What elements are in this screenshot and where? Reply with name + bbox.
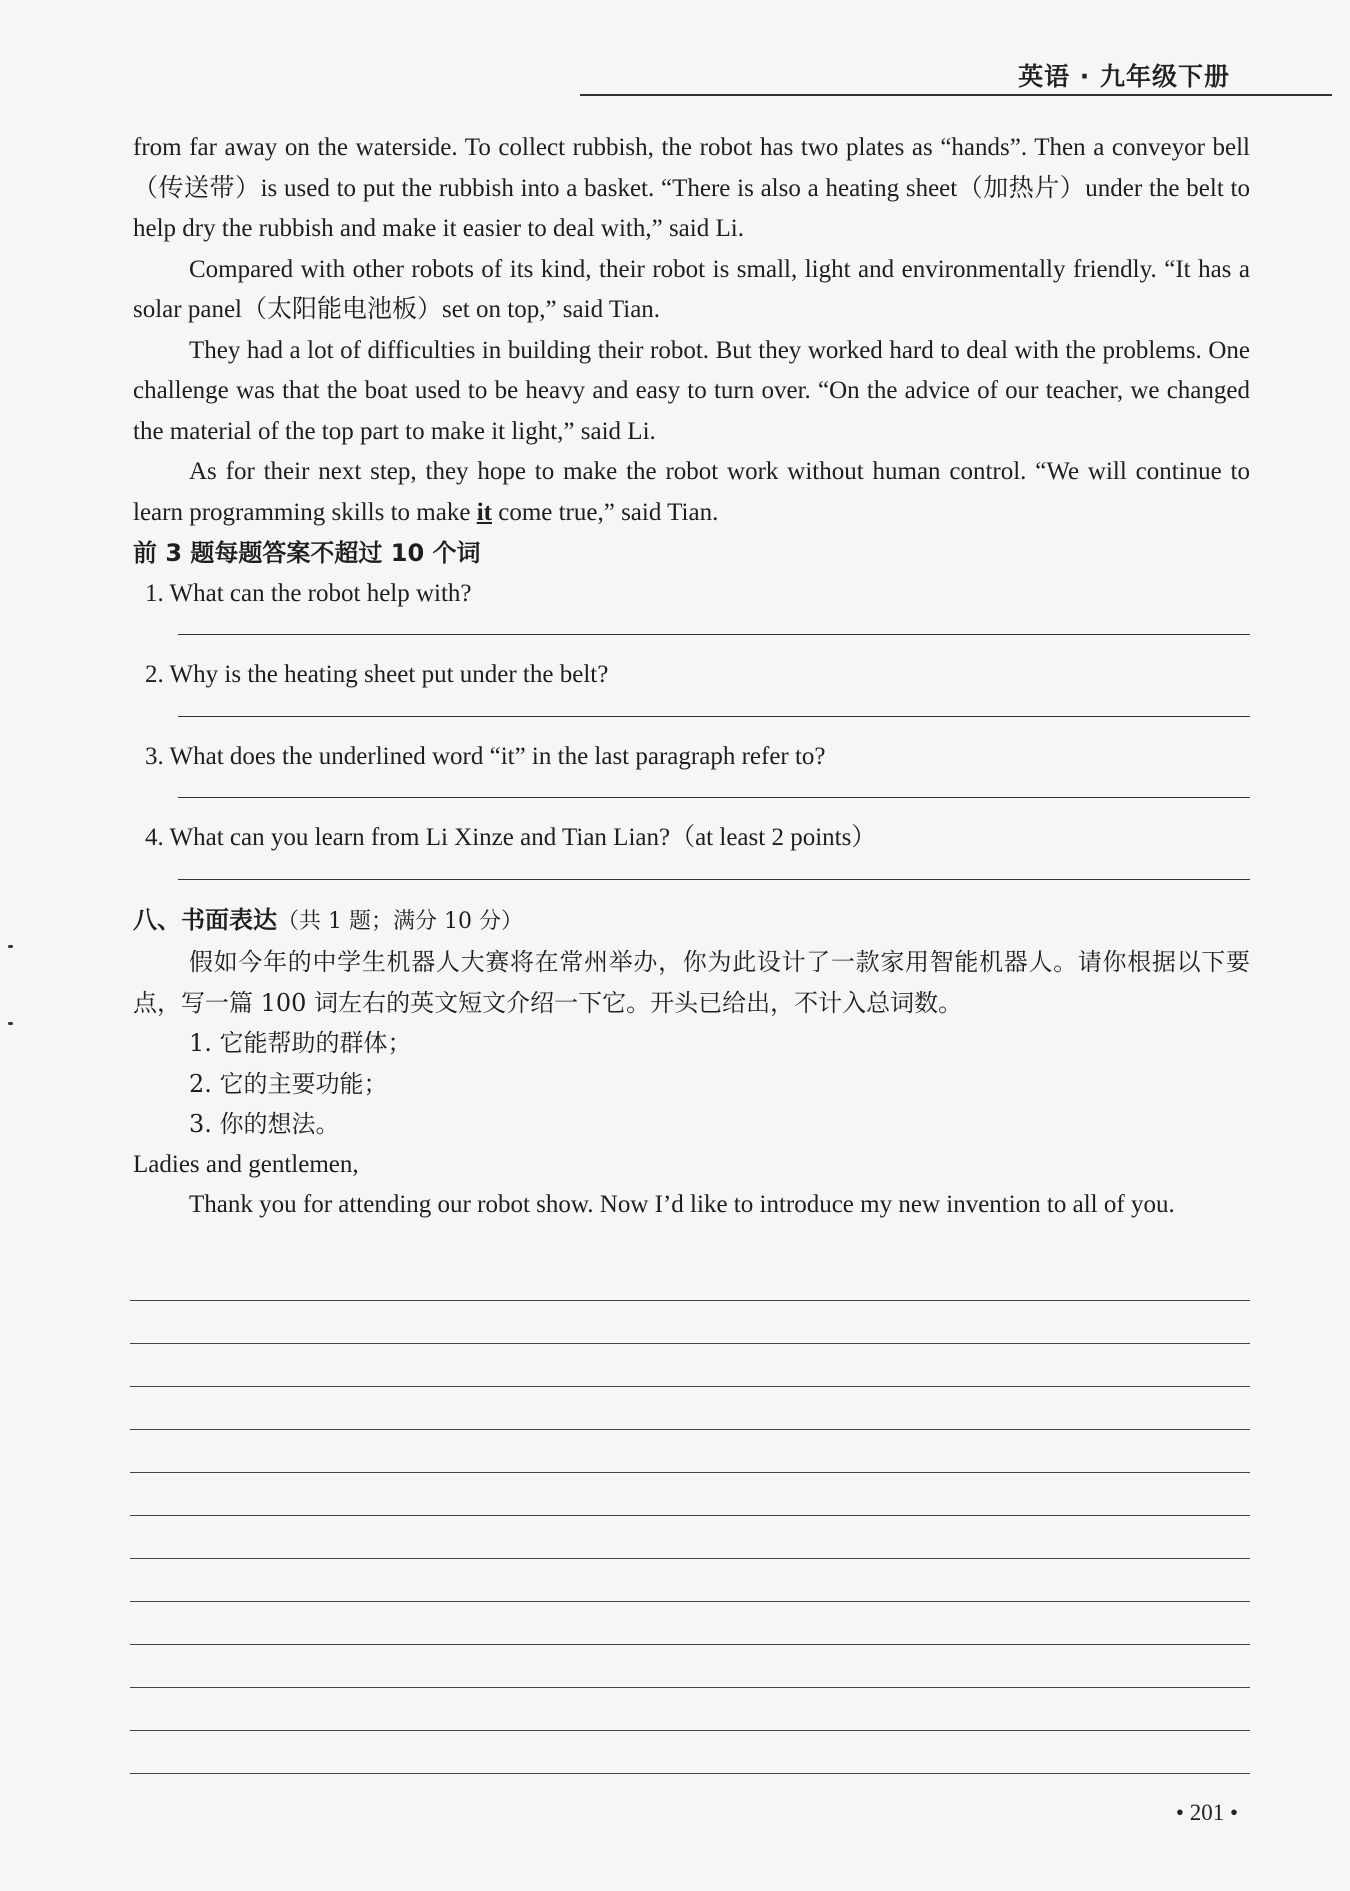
passage-paragraph-2: Compared with other robots of its kind, their robot is small, light and environmentally friendly. “It has a solar panel（太阳能电池板）set on top,” said Tian. bbox=[133, 255, 1250, 323]
passage-paragraph-4-end: come true,” said Tian. bbox=[491, 498, 719, 526]
writing-section-heading bbox=[133, 900, 1250, 943]
questions-instruction: 前 3 题每题答案不超过 10 个词 bbox=[133, 539, 481, 567]
header-rule bbox=[580, 94, 1332, 96]
question-4: 4. What can you learn from Li Xinze and Tian Lian?（at least 2 points） bbox=[145, 824, 877, 851]
writing-opening: Thank you for attending our robot show. Now I’d like to introduce my new invention to all of you. bbox=[189, 1191, 1175, 1218]
passage-paragraph-4 bbox=[133, 452, 1250, 533]
writing-line[interactable] bbox=[130, 1429, 1250, 1430]
writing-line[interactable] bbox=[130, 1730, 1250, 1731]
writing-prompt: 假如今年的中学生机器人大赛将在常州举办，你为此设计了一款家用智能机器人。请你根据以下要点，写一篇 100 词左右的英文短文介绍一下它。开头已给出，不计入总词数。 bbox=[133, 948, 1250, 1017]
header-title: 英语 · 九年级下册 bbox=[1018, 62, 1230, 91]
underlined-word-it: it bbox=[476, 498, 492, 526]
answer-line-1[interactable] bbox=[178, 634, 1250, 635]
writing-line[interactable] bbox=[130, 1300, 1250, 1301]
writing-greeting: Ladies and gentlemen, bbox=[133, 1150, 359, 1178]
page-number: • 201 • bbox=[1175, 1800, 1238, 1825]
question-2: 2. Why is the heating sheet put under the belt? bbox=[145, 661, 609, 688]
writing-area[interactable] bbox=[130, 1300, 1250, 1816]
writing-line[interactable] bbox=[130, 1644, 1250, 1645]
passage-paragraph-1: from far away on the waterside. To collect rubbish, the robot has two plates as “hands”. Then a conveyor bell（传送带）is used to put the rubbish into a basket. “There is also a heating sheet（加热片）under the belt to help dry the rubbish and make it easier to deal with,” said Li. bbox=[133, 134, 1250, 242]
answer-line-2[interactable] bbox=[178, 716, 1250, 717]
writing-line[interactable] bbox=[130, 1343, 1250, 1344]
question-3: 3. What does the underlined word “it” in the last paragraph refer to? bbox=[145, 742, 826, 770]
margin-mark bbox=[8, 1022, 13, 1025]
writing-line[interactable] bbox=[130, 1472, 1250, 1473]
passage-paragraph-3: They had a lot of difficulties in building their robot. But they worked hard to deal with the problems. One challenge was that the boat used to be heavy and easy to turn over. “On the advice of our teacher, we changed the material of the top part to make it light,” said Li. bbox=[133, 336, 1250, 445]
writing-line[interactable] bbox=[130, 1687, 1250, 1688]
margin-mark bbox=[8, 945, 13, 948]
writing-line[interactable] bbox=[130, 1386, 1250, 1387]
writing-line[interactable] bbox=[130, 1558, 1250, 1559]
writing-point-3: 3. 你的想法。 bbox=[189, 1110, 340, 1138]
writing-line[interactable] bbox=[130, 1773, 1250, 1774]
passage-paragraph-4-start: As for their next step, they hope to make the robot work without human control. “We will continue to learn programming skills to make bbox=[133, 458, 1250, 526]
question-1: 1. What can the robot help with? bbox=[145, 579, 472, 607]
answer-line-3[interactable] bbox=[178, 797, 1250, 798]
writing-point-2: 2. 它的主要功能； bbox=[189, 1069, 388, 1098]
writing-section-note: （共 1 题；满分 10 分） bbox=[277, 908, 523, 934]
answer-line-4[interactable] bbox=[178, 879, 1250, 880]
writing-line[interactable] bbox=[130, 1601, 1250, 1602]
page-content bbox=[133, 128, 1250, 1226]
writing-point-1: 1. 它能帮助的群体； bbox=[189, 1029, 412, 1057]
writing-section-title: 八、书面表达 bbox=[133, 905, 277, 934]
writing-line[interactable] bbox=[130, 1515, 1250, 1516]
